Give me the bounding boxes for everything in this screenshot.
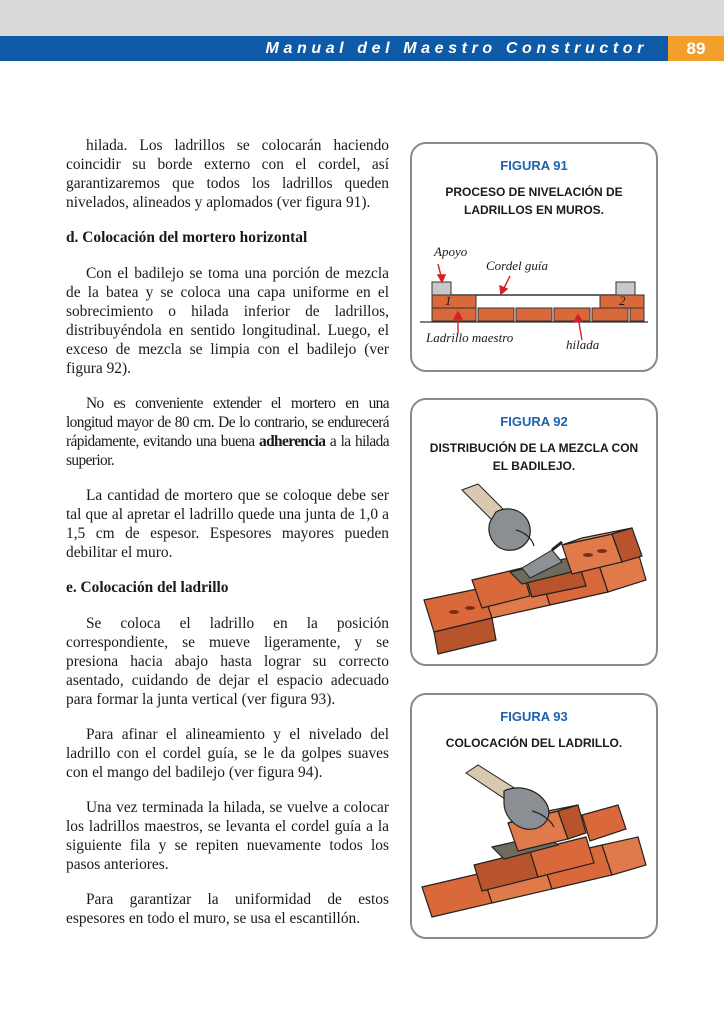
page-number: 89 [686, 39, 706, 58]
text-column [66, 136, 389, 944]
paragraph: hilada. Los ladrillos se colocarán haciendo coincidir su borde externo con el cordel, así garantizaremos que todos los ladrillos queden nivelados, alineados y aplomados (ver figura 91). [66, 137, 389, 211]
figure-92-box [410, 398, 658, 666]
figure-92-caption: DISTRIBUCIÓN DE LA MEZCLA CON EL BADILEJO. [429, 441, 639, 473]
paragraph: Para garantizar la uniformidad de estos espesores en todo el muro, se usa el escantillón. [66, 891, 389, 927]
label-ladrillo-maestro: Ladrillo maestro [426, 330, 514, 345]
figure-93-label: FIGURA 93 [500, 709, 568, 724]
page-number-box [668, 36, 724, 61]
figure-91-box [410, 142, 658, 372]
paragraph: Se coloca el ladrillo en la posición correspondiente, se mueve ligeramente, y se presiona hacia abajo hasta lograr su correcto asentado, cuidando de dejar el espacio adecuado para formar la junta vertical (ver figura 93). [66, 615, 389, 708]
paragraph: La cantidad de mortero que se coloque debe ser tal que al apretar el ladrillo quede una junta de 1,0 a 1,5 cm de espesor. Espesores mayores pueden debilitar el muro. [66, 487, 389, 561]
label-brick-1: 1 [445, 293, 452, 308]
figure-92-label: FIGURA 92 [500, 414, 568, 429]
figure-93-box [410, 693, 658, 939]
section-heading-d: d. Colocación del mortero horizontal [66, 229, 308, 246]
paragraph: Con el badilejo se toma una porción de mezcla de la batea y se coloca una capa uniforme en el sobrecimiento o hilada inferior de ladrillos, distribuyéndola en sentido longitudinal. Luego, el exceso de mezcla se limpia con el badilejo (ver figura 92). [66, 265, 389, 377]
header-title: Manual del Maestro Constructor [265, 40, 648, 57]
label-apoyo: Apoyo [434, 244, 468, 259]
figure-92-illustration [412, 400, 656, 664]
figure-91-label: FIGURA 91 [500, 158, 568, 173]
bold-term: adherencia [259, 433, 326, 450]
paragraph: Una vez terminada la hilada, se vuelve a colocar los ladrillos maestros, se levanta el cordel guía a la siguiente fila y se repiten nuevamente todos los pasos anteriores. [66, 799, 389, 873]
paragraph-adherencia [66, 394, 389, 470]
figure-93-caption: COLOCACIÓN DEL LADRILLO. [445, 736, 623, 750]
figure-91-caption: PROCESO DE NIVELACIÓN DE LADRILLOS EN MUROS. [445, 185, 623, 217]
paragraph-text: No es conveniente extender el mortero en una longitud mayor de 80 cm. De lo contrario, se endurecerá rápidamente, evitando una buena [66, 395, 389, 450]
section-heading-e: e. Colocación del ladrillo [66, 579, 229, 596]
label-hilada: hilada [566, 337, 600, 352]
label-cordel-guia: Cordel guía [486, 258, 548, 273]
paragraph-text: a la hilada superior. [66, 433, 389, 469]
paragraph: Para afinar el alineamiento y el nivelado del ladrillo con el cordel guía, se le da golpes suaves con el mango del badilejo (ver figura 94). [66, 726, 389, 781]
top-band [0, 0, 724, 36]
figure-93-illustration [412, 695, 656, 937]
header-bar [0, 36, 668, 61]
label-brick-2: 2 [619, 293, 626, 308]
